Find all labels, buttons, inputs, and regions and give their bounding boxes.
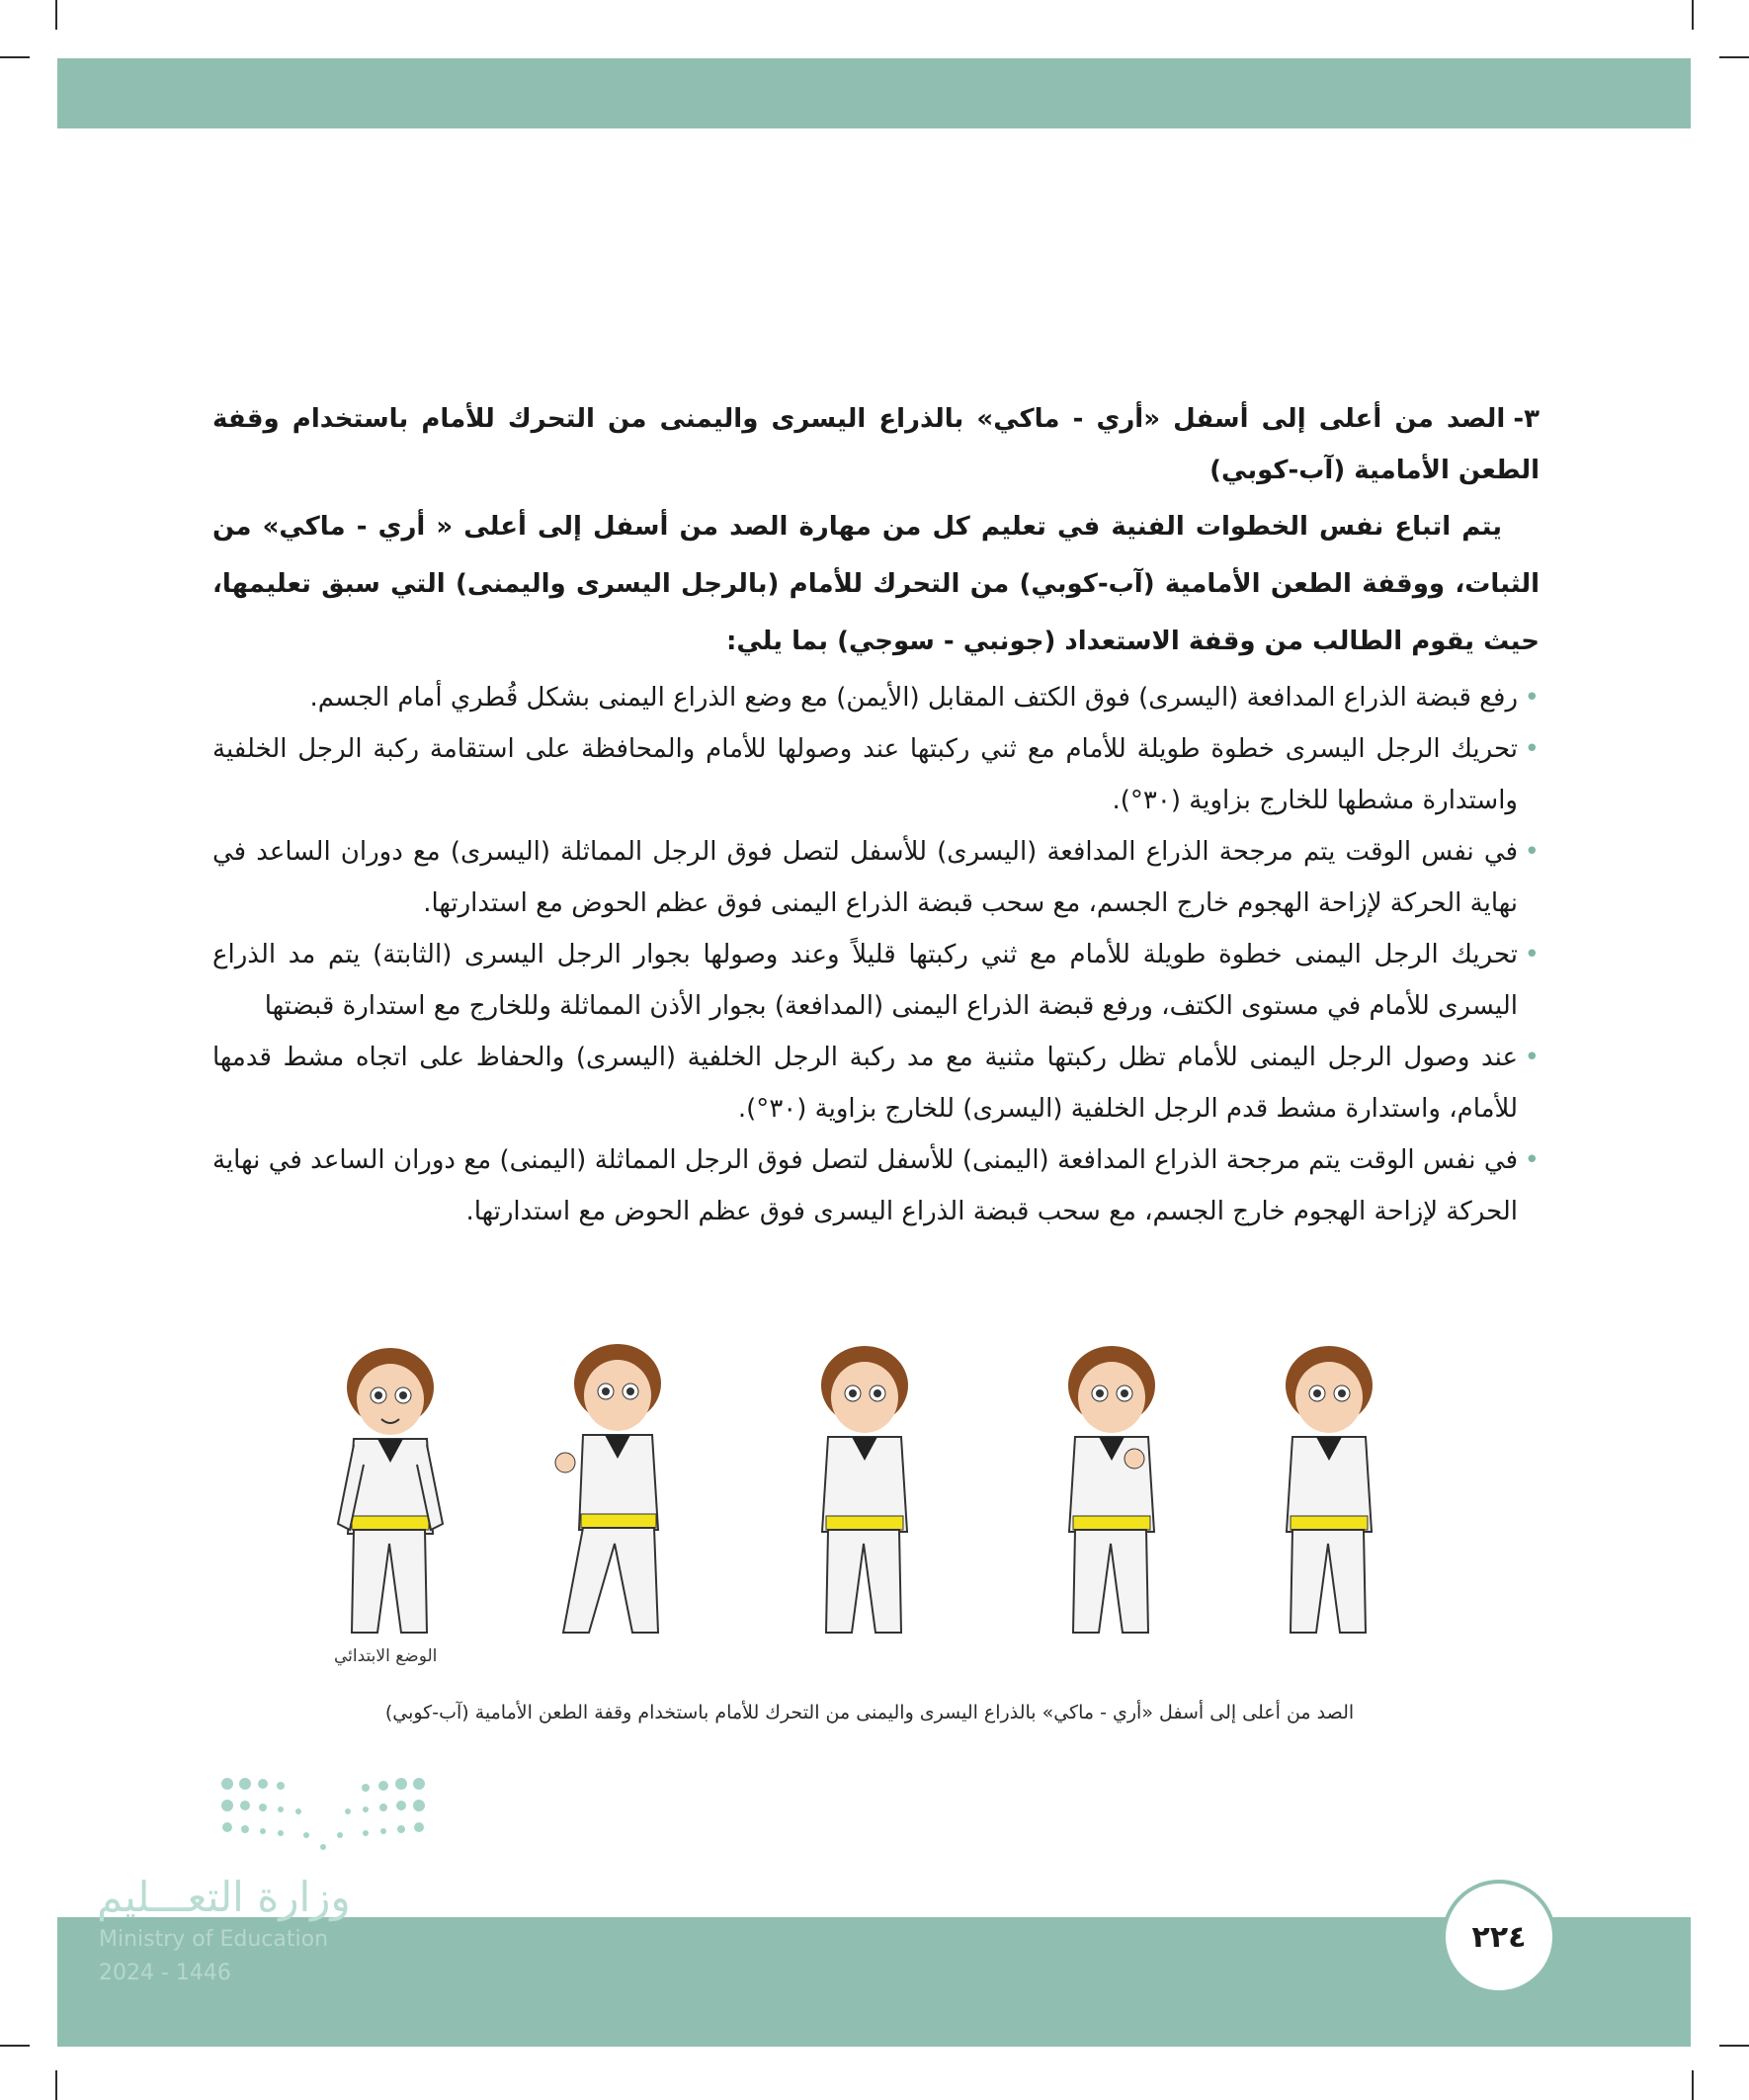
crop-mark	[0, 2045, 30, 2047]
crop-mark	[0, 56, 30, 58]
ministry-logo-arabic: وزارة التعـــليم	[97, 1873, 351, 1921]
list-item: • في نفس الوقت يتم مرجحة الذراع المدافعة (اليسرى) للأسفل لتصل فوق الرجل المماثلة (اليسرى) مع دوران الساعد في نهاية الحركة لإزاحة الهجوم خارج الجسم، مع سحب قبضة الذراع اليمنى فوق عظم الحوض مع استدارتها.	[212, 826, 1540, 929]
karate-figure-4	[1038, 1336, 1186, 1652]
list-item: • عند وصول الرجل اليمنى للأمام تظل ركبتها مثنية مع مد ركبة الرجل الخلفية (اليسرى) والحفاظ على اتجاه مشط قدمها للأمام، واستدارة مشط قدم الرجل الخلفية (اليسرى) للخارج بزاوية (٣٠°).	[212, 1032, 1540, 1134]
header-band	[57, 58, 1691, 128]
ministry-logo-english: Ministry of Education	[99, 1927, 329, 1952]
crop-mark	[1719, 56, 1749, 58]
main-content	[212, 393, 1540, 1237]
steps-list	[212, 672, 1540, 1237]
section-number: ٣-	[1513, 404, 1540, 434]
list-item: • رفع قبضة الذراع المدافعة (اليسرى) فوق الكتف المقابل (الأيمن) مع وضع الذراع اليمنى بشكل قُطري أمام الجسم.	[212, 672, 1540, 723]
figure-label: الوضع الابتدائي	[334, 1646, 438, 1666]
section-heading-text: الصد من أعلى إلى أسفل «أري - ماكي» بالذراع اليسرى واليمنى من التحرك للأمام باستخدام وقفة الطعن الأمامية (آب-كوبي)	[212, 404, 1540, 485]
crop-mark	[1692, 2070, 1694, 2100]
list-item: • تحريك الرجل اليمنى خطوة طويلة للأمام مع ثني ركبتها قليلاً وعند وصولها بجوار الرجل اليسرى (الثابتة) يتم مد الذراع اليسرى للأمام في مستوى الكتف، ورفع قبضة الذراع اليمنى (المدافعة) بجوار الأذن المماثلة وللخارج مع استدارة قبضتها	[212, 929, 1540, 1032]
crop-mark	[1692, 0, 1694, 30]
ministry-logo-dots	[217, 1774, 464, 1853]
karate-figure-1	[316, 1336, 464, 1652]
crop-mark	[55, 2070, 57, 2100]
page-number-badge	[1442, 1880, 1556, 1994]
page-number: ٢٢٤	[1471, 1919, 1527, 1955]
list-item: • تحريك الرجل اليسرى خطوة طويلة للأمام مع ثني ركبتها عند وصولها للأمام والمحافظة على استقامة ركبة الرجل الخلفية واستدارة مشطها للخارج بزاوية (٣٠°).	[212, 723, 1540, 826]
crop-mark	[55, 0, 57, 30]
karate-figure-5	[1255, 1336, 1403, 1652]
karate-figures	[316, 1336, 1403, 1652]
karate-figure-2	[543, 1336, 692, 1652]
section-heading	[212, 393, 1540, 496]
crop-mark	[1719, 2045, 1749, 2047]
figure-caption: الصد من أعلى إلى أسفل «أري - ماكي» بالذراع اليسرى واليمنى من التحرك للأمام باستخدام وقفة الطعن الأمامية (آب-كوبي)	[384, 1702, 1355, 1723]
intro-paragraph: يتم اتباع نفس الخطوات الفنية في تعليم كل من مهارة الصد من أسفل إلى أعلى « أري - ماكي» من الثبات، ووقفة الطعن الأمامية (آب-كوبي) من التحرك للأمام (بالرجل اليسرى واليمنى) التي سبق تعليمها، حيث يقوم الطالب من وقفة الاستعداد (جونبي - سوجي) بما يلي:	[212, 512, 1540, 656]
karate-figure-3	[791, 1336, 939, 1652]
list-item: • في نفس الوقت يتم مرجحة الذراع المدافعة (اليمنى) للأسفل لتصل فوق الرجل المماثلة (اليمنى) مع دوران الساعد في نهاية الحركة لإزاحة الهجوم خارج الجسم، مع سحب قبضة الذراع اليسرى فوق عظم الحوض مع استدارتها.	[212, 1134, 1540, 1237]
ministry-logo-year: 2024 - 1446	[99, 1961, 231, 1985]
